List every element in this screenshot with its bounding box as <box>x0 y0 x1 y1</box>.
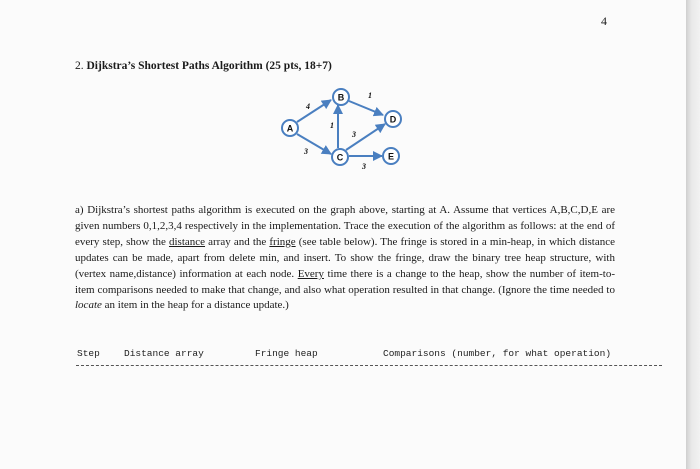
body-underline-distance: distance <box>168 235 206 248</box>
node-c-label: C <box>336 152 344 163</box>
weight-c-e: 3 <box>362 162 366 171</box>
weight-c-b: 1 <box>330 121 334 130</box>
node-d <box>385 111 401 127</box>
edge-a-b <box>297 100 331 122</box>
page-edge-shadow <box>686 0 700 469</box>
table-header-comparisons: Comparisons (number, for what operation) <box>383 348 612 359</box>
weight-a-b: 4 <box>306 102 310 111</box>
node-a-label: A <box>286 123 294 134</box>
graph-diagram <box>270 84 420 174</box>
node-a <box>282 120 298 136</box>
edge-b-d <box>349 101 383 115</box>
node-c <box>332 149 348 165</box>
body-underline-every: Every <box>297 267 324 280</box>
table-header-fringe: Fringe heap <box>255 348 318 359</box>
question-body <box>75 203 615 314</box>
table-divider <box>76 365 662 366</box>
question-heading <box>75 60 332 72</box>
body-text-2: array and the <box>205 235 270 248</box>
weight-c-d: 3 <box>352 130 356 139</box>
page-number: 4 <box>601 14 607 28</box>
weight-b-d: 1 <box>368 91 372 100</box>
edge-a-c <box>297 134 331 154</box>
question-title: Dijkstra’s Shortest Paths Algorithm (25 pts, 18+7) <box>86 60 332 72</box>
table-header-step: Step <box>77 348 100 359</box>
node-d-label: D <box>389 114 397 125</box>
weight-a-c: 3 <box>304 147 308 156</box>
body-underline-fringe: fringe <box>269 235 296 248</box>
body-italic-locate: locate <box>75 299 102 312</box>
body-text-3: (see table below). The fringe is stored in a min-heap, in which distance updates can be made, apart from delete min, and insert. To show the fringe, draw the binary tree heap structure, with (vertex name,distance) information at each node. <box>75 235 615 280</box>
question-number: 2. <box>75 60 84 72</box>
node-b-label: B <box>337 92 345 103</box>
node-e <box>383 148 399 164</box>
body-text-1: a) Dijkstra’s shortest paths algorithm is executed on the graph above, starting at A. Assume that vertices A,B,C,D,E are given numbers 0,1,2,3,4 respectively in the implementation. Trace the execution of the algorithm as follows: at the end of every step, show the <box>75 204 615 248</box>
table-header-distance: Distance array <box>124 348 204 359</box>
node-e-label: E <box>387 151 395 162</box>
node-b <box>333 89 349 105</box>
body-text-5: an item in the heap for a distance update.) <box>101 299 289 312</box>
body-text-4: time there is a change to the heap, show the number of item-to-item comparisons needed to make that change, and also what operation resulted in that change. (Ignore the time needed to <box>75 267 615 296</box>
